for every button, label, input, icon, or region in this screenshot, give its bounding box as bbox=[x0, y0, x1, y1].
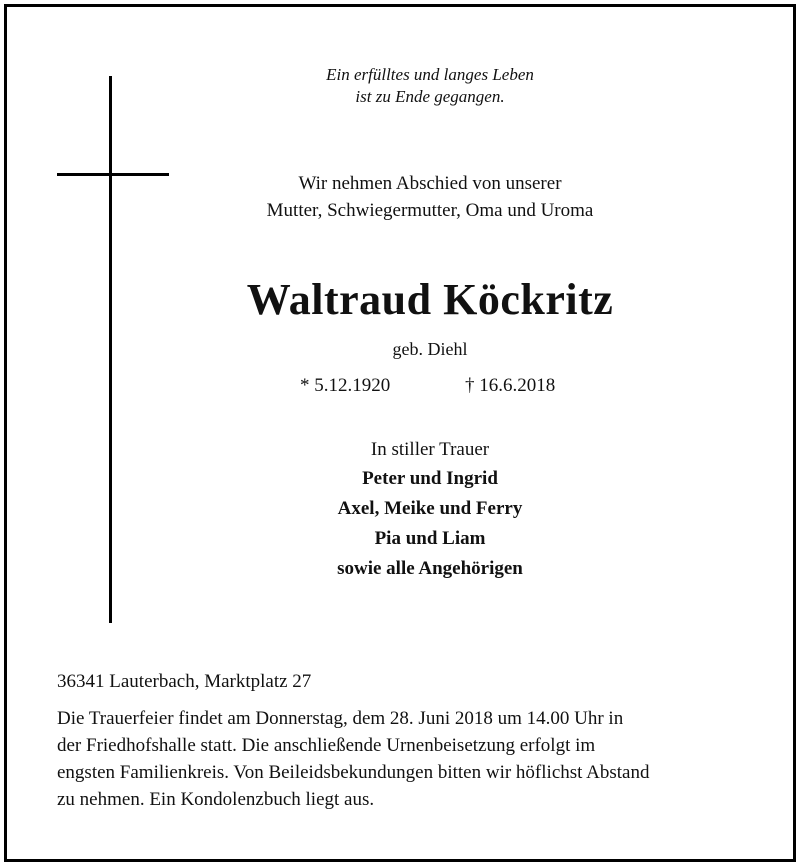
motto bbox=[200, 64, 660, 108]
funeral-notice bbox=[57, 705, 757, 813]
cross-icon-horizontal-bar bbox=[57, 173, 169, 176]
address: 36341 Lauterbach, Marktplatz 27 bbox=[57, 671, 312, 692]
mourner-entry: Peter und Ingrid bbox=[362, 468, 498, 489]
death-date: † 16.6.2018 bbox=[465, 375, 556, 396]
mourning-label: In stiller Trauer bbox=[370, 439, 490, 460]
mourner-entry: sowie alle Angehörigen bbox=[337, 558, 523, 579]
mourner-entry: Axel, Meike und Ferry bbox=[337, 498, 523, 519]
intro-line-1: Wir nehmen Abschied von unserer bbox=[298, 173, 562, 194]
motto-line-2: ist zu Ende gegangen. bbox=[355, 87, 505, 106]
farewell-intro bbox=[200, 170, 660, 224]
maiden-name: geb. Diehl bbox=[392, 339, 468, 359]
mourners-list bbox=[200, 464, 660, 584]
notice-line-3: engsten Familienkreis. Von Beileidsbekundungen bitten wir höflichst Abstand bbox=[57, 762, 650, 783]
motto-line-1: Ein erfülltes und langes Leben bbox=[326, 65, 534, 84]
notice-line-4: zu nehmen. Ein Kondolenzbuch liegt aus. bbox=[57, 789, 375, 810]
deceased-name: Waltraud Köckritz bbox=[246, 275, 614, 324]
intro-line-2: Mutter, Schwiegermutter, Oma und Uroma bbox=[266, 200, 594, 221]
notice-line-2: der Friedhofshalle statt. Die anschließende Urnenbeisetzung erfolgt im bbox=[57, 735, 596, 756]
mourner-entry: Pia und Liam bbox=[374, 528, 486, 549]
birth-date: * 5.12.1920 bbox=[300, 375, 391, 396]
notice-line-1: Die Trauerfeier findet am Donnerstag, dem 28. Juni 2018 um 14.00 Uhr in bbox=[57, 708, 624, 729]
cross-icon-vertical-bar bbox=[109, 76, 112, 623]
